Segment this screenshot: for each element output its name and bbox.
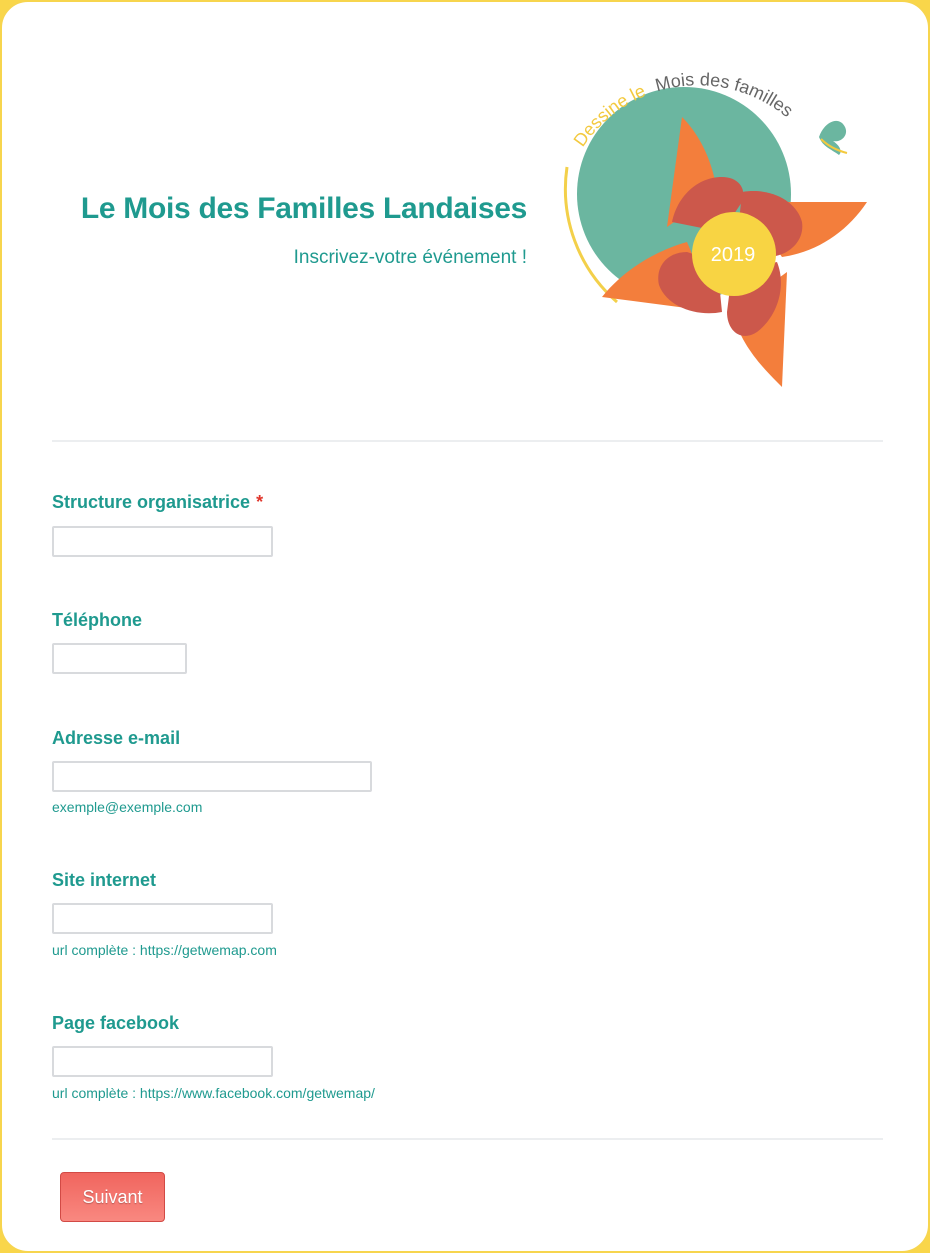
email-input[interactable] bbox=[52, 761, 372, 792]
mois-des-familles-logo bbox=[547, 57, 877, 397]
page-subtitle: Inscrivez-votre événement ! bbox=[293, 247, 527, 268]
website-input[interactable] bbox=[52, 903, 273, 934]
next-button[interactable]: Suivant bbox=[60, 1172, 165, 1222]
email-label: Adresse e-mail bbox=[52, 728, 181, 748]
structure-input[interactable] bbox=[52, 526, 273, 557]
required-asterisk: * bbox=[256, 492, 264, 512]
svg-text:Dessine le Mois des fa: Dessine le Mois des familles bbox=[569, 69, 798, 151]
facebook-input[interactable] bbox=[52, 1046, 273, 1077]
website-hint: url complète : https://getwemap.com bbox=[52, 942, 277, 958]
header-divider bbox=[52, 440, 883, 442]
website-label: Site internet bbox=[52, 870, 157, 890]
telephone-label: Téléphone bbox=[52, 610, 143, 630]
footer-divider bbox=[52, 1138, 883, 1140]
facebook-label: Page facebook bbox=[52, 1013, 180, 1033]
page-title: Le Mois des Familles Landaises bbox=[80, 192, 527, 225]
svg-text:2019: 2019 bbox=[710, 244, 756, 266]
telephone-input[interactable] bbox=[52, 643, 187, 674]
facebook-hint: url complète : https://www.facebook.com/getwemap/ bbox=[52, 1085, 375, 1101]
email-hint: exemple@exemple.com bbox=[52, 799, 203, 815]
structure-label: Structure organisatrice * bbox=[52, 492, 264, 512]
leaf-icon bbox=[819, 121, 847, 155]
